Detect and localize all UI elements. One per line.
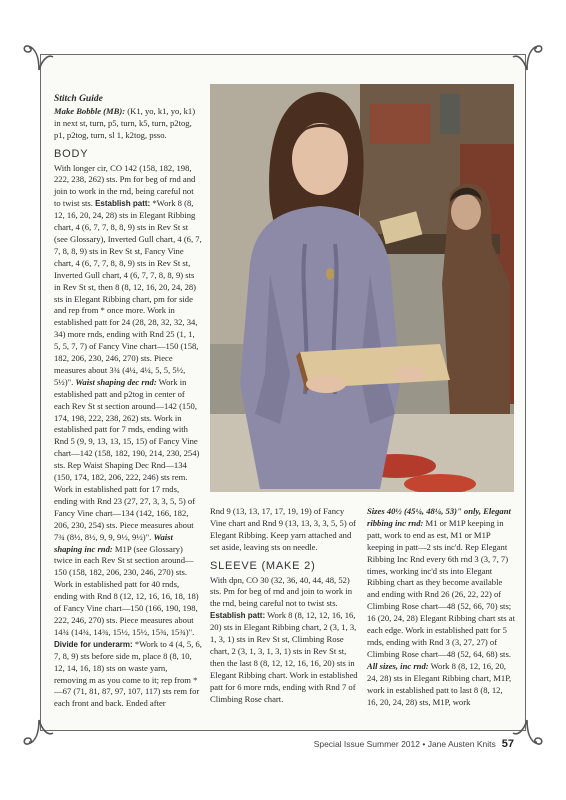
divide-label: Divide for underarm: [54, 639, 133, 649]
sizes-label: Sizes 40½ (45¼, 48¼, 53)" only, Elegant ribbing inc rnd: [367, 506, 511, 528]
page-footer [314, 738, 514, 750]
sleeve-heading: SLEEVE (MAKE 2) [210, 559, 316, 572]
col2-paragraph-1: Rnd 9 (13, 13, 17, 17, 19, 19) of Fancy Vine chart and Rnd 9 (13, 13, 3, 3, 5, 5) of Elegant Ribbing. Keep yarn attached and set aside, leaving sts on needle. [210, 506, 357, 552]
col3-text-2: Work 8 (8, 12, 16, 20, 24, 28) sts in Elegant Ribbing chart, M1P, work in established patt to last 8 (8, 12, 16, 20, 24, 28) sts, M1P, work [367, 660, 512, 707]
all-sizes-label: All sizes, inc rnd: [367, 660, 429, 671]
waist-inc-label: Waist shaping inc rnd: [54, 531, 173, 554]
text-column-2 [210, 506, 360, 706]
divide-paragraph [54, 639, 202, 710]
body-heading: BODY [54, 147, 89, 160]
corner-flourish-icon [510, 40, 544, 74]
bobble-text: (K1, yo, k1, yo, k1) in next st, turn, p5, turn, k5, turn, p2tog, p1, p2tog, turn, sl 1, k2tog, psso. [54, 105, 196, 140]
waist-dec-label: Waist shaping dec rnd: [75, 376, 157, 387]
corner-flourish-icon [510, 716, 544, 750]
body-text-1: With longer cir, CO 142 (158, 182, 198, 222, 238, 262) sts. Pm for beg of rnd and join to work in the rnd, being careful not to twist sts. [54, 162, 196, 209]
sweater-photo [210, 84, 514, 492]
sleeve-text-1: With dpn, CO 30 (32, 36, 40, 44, 48, 52) sts. Pm for beg of rnd and join to work in the rnd, being careful not to twist sts. [210, 574, 353, 609]
bobble-label: Make Bobble (MB): [54, 105, 126, 116]
stitch-guide-heading: Stitch Guide [54, 94, 103, 104]
col3-paragraph-2 [367, 661, 515, 709]
body-text-4: *Work to 4 (4, 5, 6, 7, 8, 9) sts before side m, place 8 (8, 10, 12, 14, 16, 18) sts on waste yarn, removing m as you come to it; rep from *—67 (71, 81, 87, 97, 107, 117) sts rem for each front and back. Ended after [54, 638, 202, 709]
text-column-3 [367, 506, 515, 708]
col3-paragraph-1 [367, 506, 515, 661]
stitch-guide-paragraph [54, 106, 202, 142]
body-text-2: Work in established patt and p2tog in center of each Rev St st section around—142 (150, 174, 198, 222, 238, 262) sts. Work in established patt for 7 rnds, ending with Rnd 5 (9, 9, 13, 13, 15, 15) of Fancy Vine chart—142 (158, 182, 190, 214, 230, 254) sts. Rep Waist Shaping Dec Rnd—134 (150, 174, 182, 206, 222, 246) sts rem. Work in established patt for 17 rnds, ending with Rnd 23 (27, 27, 3, 3, 5, 5) of Fancy Vine chart—134 (142, 166, 182, 206, 230, 254) sts. Piece measures about 7¾ (8½, 8½, 9, 9, 9½, 9½)". [54, 376, 200, 542]
establish-patt-label: Establish patt: [95, 199, 151, 209]
sleeve-text-2: Work 8 (8, 12, 12, 16, 16, 20) sts in Elegant Ribbing chart, 2 (3, 1, 3, 1, 3, 1) sts in Rev St st, Climbing Rose chart, 2 (3, 1, 3, 1, 3, 1) sts in Rev St st, then the last 8 (8, 12, 12, 16, 16, 20) sts in Elegant Ribbing chart. Work in established patt for 6 more rnds, ending with Rnd 7 of Climbing Rose chart. [210, 610, 358, 704]
text-column-1 [54, 94, 202, 710]
col2-paragraph-2 [210, 575, 360, 706]
footer-text: Special Issue Summer 2012 • Jane Austen Knits [313, 739, 496, 749]
body-paragraph [54, 163, 202, 639]
page-number: 57 [501, 738, 514, 750]
sleeve-establish-label: Establish patt: [210, 611, 266, 621]
body-text-1b: *Work 8 (8, 12, 16, 20, 24, 28) sts in Elegant Ribbing chart, 4 (6, 7, 7, 8, 8, 9) sts in Rev St st (see Glossary), Inverted Gull chart, 4 (6, 7, 7, 8, 8, 9) sts in Rev St st, Fancy Vine chart, 4 (6, 7, 7, 8, 8, 9) sts in Rev St st, Inverted Gull chart, 4 (6, 7, 7, 8, 8, 9) sts in Rev St st, then 8 (8, 12, 16, 20, 24, 28) sts in Elegant Ribbing chart, pm for side and rep from * once more. Work in established patt for 24 (28, 28, 32, 32, 34, 34) more rnds, ending with Rnd 25 (1, 1, 5, 5, 7, 7) of Fancy Vine chart—150 (158, 182, 206, 230, 246, 270) sts. Piece measures about 3¾ (4¼, 4¼, 5, 5, 5½, 5½)". [54, 198, 202, 387]
col3-text-1: M1 or M1P keeping in patt, work to end as est, M1 or M1P keeping in patt—2 sts inc'd. Rep Elegant Ribbing Inc Rnd every 6th rnd 3 (3, 7, 7) times, working inc'd sts into Elegant Ribbing chart as they become available and ending with Rnd 26 (26, 22, 22) of Climbing Rose chart—48 (52, 66, 70) sts; 16 (20, 24, 28) Elegant Ribbing chart sts at each edge. Work in established patt for 5 rnds, ending with Rnd 3 (3, 27, 27) of Climbing Rose chart—48 (52, 64, 68) sts. [367, 517, 515, 659]
body-text-3: M1P (see Glossary) twice in each Rev St st section around—150 (158, 182, 206, 230, 246, 270) sts. Work in established patt for 40 rnds, ending with Rnd 8 (12, 12, 16, 16, 18, 18) of Fancy Vine chart—150 (166, 190, 198, 222, 246, 270) sts. Piece measures about 14¾ (14¾, 14¾, 15½, 15½, 15¾, 15¾)". [54, 543, 199, 637]
corner-flourish-icon [22, 40, 56, 74]
corner-flourish-icon [22, 716, 56, 750]
